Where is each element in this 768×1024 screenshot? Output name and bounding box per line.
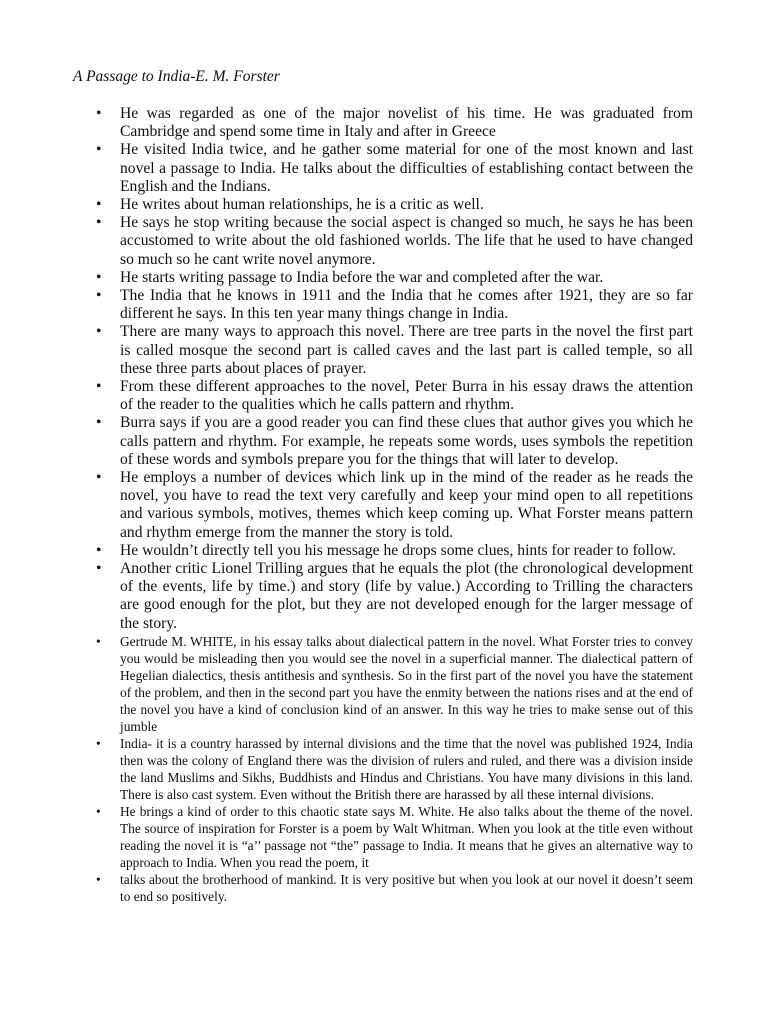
list-item: • There are many ways to approach this novel. There are tree parts in the novel the first part is called mosque the second part is called caves and the last part is called temple, so all these three parts about places of prayer. xyxy=(120,323,693,378)
list-item: • He wouldn’t directly tell you his message he drops some clues, hints for reader to follow. xyxy=(120,542,693,560)
list-item: • He brings a kind of order to this chaotic state says M. White. He also talks about the theme of the novel. The source of inspiration for Forster is a poem by Walt Whitman. When you look at the title even without reading the novel it is “a’’ passage not “the” passage to India. It means that he gives an alternative way to approach to India. When you read the poem, it xyxy=(120,803,693,871)
notes-list xyxy=(0,105,768,905)
list-item: • He says he stop writing because the social aspect is changed so much, he says he has been accustomed to write about the old fashioned worlds. The life that he used to have changed so much so he cant write novel anymore. xyxy=(120,214,693,269)
list-item: • He writes about human relationships, he is a critic as well. xyxy=(120,196,693,214)
list-item: • India- it is a country harassed by internal divisions and the time that the novel was published 1924, India then was the colony of England there was the division of rulers and ruled, and there was a division inside the land Muslims and Sikhs, Buddhists and Hindus and Christians. You have many divisions in this land. There is also cast system. Even without the British there are harassed by all these internal divisions. xyxy=(120,735,693,803)
list-item: • The India that he knows in 1911 and the India that he comes after 1921, they are so far different he says. In this ten year many things change in India. xyxy=(120,287,693,323)
list-item: • He starts writing passage to India before the war and completed after the war. xyxy=(120,269,693,287)
list-item: • From these different approaches to the novel, Peter Burra in his essay draws the attention of the reader to the qualities which he calls pattern and rhythm. xyxy=(120,378,693,414)
list-item: • He visited India twice, and he gather some material for one of the most known and last novel a passage to India. He talks about the difficulties of establishing contact between the English and the Indians. xyxy=(120,141,693,196)
list-item: • Gertrude M. WHITE, in his essay talks about dialectical pattern in the novel. What Forster tries to convey you would be misleading then you would see the novel in a superficial manner. The dialectical pattern of Hegelian dialectics, thesis antithesis and synthesis. So in the first part of the novel you have the statement of the problem, and then in the second part you have the enmity between the nations rises and at the end of the novel you have a kind of conclusion kind of an answer. In this way he tries to make sense out of this jumble xyxy=(120,633,693,735)
list-item: • He employs a number of devices which link up in the mind of the reader as he reads the novel, you have to read the text very carefully and keep your mind open to all repetitions and various symbols, motives, themes which keep coming up. What Forster means pattern and rhythm emerge from the manner the story is told. xyxy=(120,469,693,542)
list-item: • talks about the brotherhood of mankind. It is very positive but when you look at our novel it doesn’t seem to end so positively. xyxy=(120,871,693,905)
list-item: • Another critic Lionel Trilling argues that he equals the plot (the chronological development of the events, life by time.) and story (life by value.) According to Trilling the characters are good enough for the plot, but they are not developed enough for the larger message of the story. xyxy=(120,560,693,633)
document-title: A Passage to India-E. M. Forster xyxy=(73,68,280,85)
list-item: • He was regarded as one of the major novelist of his time. He was graduated from Cambridge and spend some time in Italy and after in Greece xyxy=(120,105,693,141)
list-item: • Burra says if you are a good reader you can find these clues that author gives you which he calls pattern and rhythm. For example, he repeats some words, uses symbols the repetition of these words and symbols prepare you for the things that will later to develop. xyxy=(120,414,693,469)
